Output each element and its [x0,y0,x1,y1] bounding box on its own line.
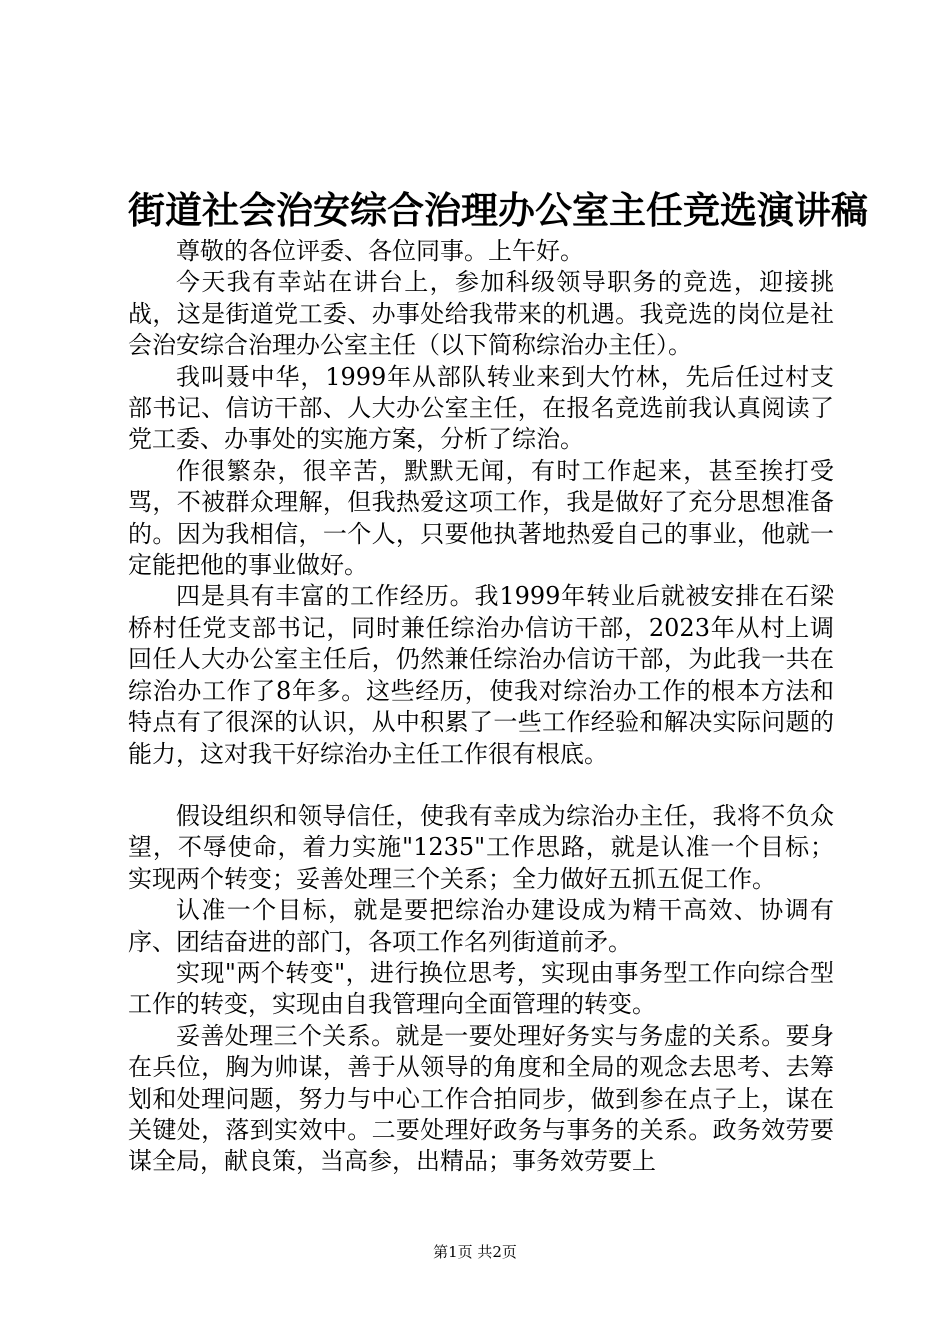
paragraph-intro: 今天我有幸站在讲台上，参加科级领导职务的竞选，迎接挑战，这是街道党工委、办事处给我带来的机遇。我竞选的岗位是社会治安综合治理办公室主任（以下简称综治办主任）。 [128,268,834,360]
paragraph-work-attitude: 作很繁杂，很辛苦，默默无闻，有时工作起来，甚至挨打受骂，不被群众理解，但我热爱这项工作，我是做好了充分思想准备的。因为我相信，一个人，只要他执著地热爱自己的事业，他就一定能把他的事业做好。 [128,456,834,580]
paragraph-goal: 认准一个目标，就是要把综治办建设成为精干高效、协调有序、团结奋进的部门，各项工作名列街道前矛。 [128,896,834,956]
paragraph-experience: 四是具有丰富的工作经历。我1999年转业后就被安排在石梁桥村任党支部书记，同时兼任综治办信访干部，2023年从村上调回任人大办公室主任后，仍然兼任综治办信访干部，为此我一共在综治办工作了8年多。这些经历，使我对综治办工作的根本方法和特点有了很深的认识，从中积累了一些工作经验和解决实际问题的能力，这对我干好综治办主任工作很有根底。 [128,582,834,768]
paragraph-relationships: 妥善处理三个关系。就是一要处理好务实与务虚的关系。要身在兵位，胸为帅谋，善于从领导的角度和全局的观念去思考、去筹划和处理问题，努力与中心工作合拍同步，做到参在点子上，谋在关键处，落到实效中。二要处理好政务与事务的关系。政务效劳要谋全局，献良策，当高参，出精品；事务效劳要上 [128,1021,834,1176]
paragraph-transformation: 实现"两个转变"，进行换位思考，实现由事务型工作向综合型工作的转变，实现由自我管理向全面管理的转变。 [128,958,834,1019]
document-body [128,236,834,1178]
paragraph-work-plan: 假设组织和领导信任，使我有幸成为综治办主任，我将不负众望，不辱使命，着力实施"1235"工作思路，就是认准一个目标；实现两个转变；妥善处理三个关系；全力做好五抓五促工作。 [128,801,834,893]
paragraph-self-introduction: 我叫聂中华，1999年从部队转业来到大竹林，先后任过村支部书记、信访干部、人大办公室主任，在报名竞选前我认真阅读了党工委、办事处的实施方案，分析了综治。 [128,362,834,454]
paragraph-spacer [128,770,834,801]
paragraph-greeting: 尊敬的各位评委、各位同事。上午好。 [176,237,584,265]
page-number-footer: 第1页 共2页 [433,1243,517,1261]
document-title: 街道社会治安综合治理办公室主任竞选演讲稿 [128,188,868,232]
